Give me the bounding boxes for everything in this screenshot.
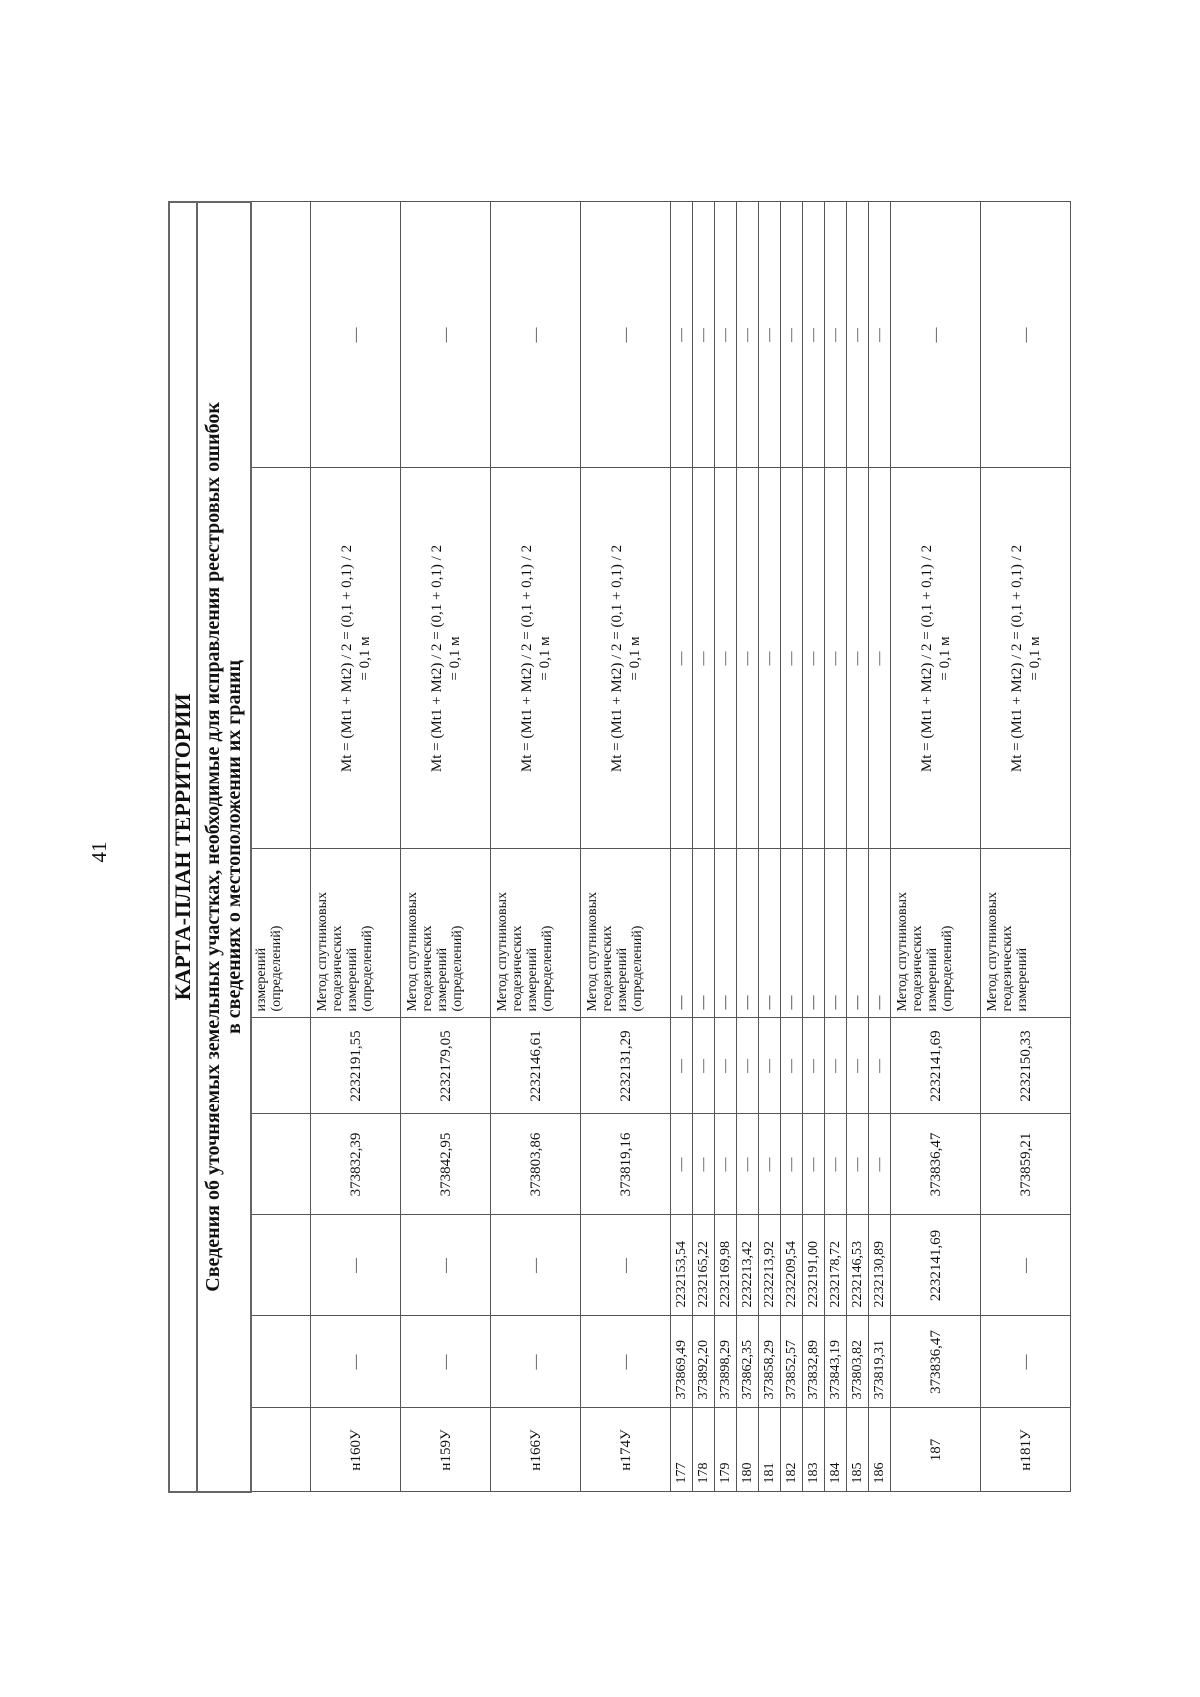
point-cell: н160У [311,1408,401,1492]
note-cell: — [671,202,693,468]
table-row [847,202,869,1492]
x-old-cell: — [491,1316,581,1408]
method-cell: измерений (определений) [251,849,311,1018]
y-new-cell: 2232179,05 [401,1018,491,1114]
rotated-page-content [168,203,1043,1493]
x-new-cell: — [715,1114,737,1215]
x-old-cell: 373803,82 [847,1316,869,1408]
note-cell: — [781,202,803,468]
x-old-cell: 373892,20 [693,1316,715,1408]
x-new-cell: 373803,86 [491,1114,581,1215]
table-row [251,202,311,1492]
formula-cell: — [671,468,693,849]
y-new-cell: 2232191,55 [311,1018,401,1114]
y-new-cell: 2232131,29 [581,1018,671,1114]
note-cell: — [581,202,671,468]
table-title: КАРТА-ПЛАН ТЕРРИТОРИИ [169,202,197,1492]
table-row [715,202,737,1492]
note-cell: — [869,202,891,468]
table-row [803,202,825,1492]
x-old-cell: 373843,19 [825,1316,847,1408]
formula-cell: Mt = (Mt1 + Mt2) / 2 = (0,1 + 0,1) / 2 = 0,1 м [581,468,671,849]
x-new-cell: — [781,1114,803,1215]
formula-cell: — [869,468,891,849]
y-new-cell: — [737,1018,759,1114]
method-cell: Метод спутниковых геодезических измерений (определений) [491,849,581,1018]
formula-cell: — [737,468,759,849]
note-cell: — [491,202,581,468]
y-old-cell: 2232146,53 [847,1215,869,1316]
method-cell: — [671,849,693,1018]
y-new-cell: — [693,1018,715,1114]
y-old-cell: 2232153,54 [671,1215,693,1316]
point-cell: 180 [737,1408,759,1492]
note-cell: — [737,202,759,468]
table-subtitle [197,202,251,1492]
table-row [581,202,671,1492]
x-new-cell: — [693,1114,715,1215]
formula-cell: — [759,468,781,849]
x-old-cell: — [311,1316,401,1408]
note-cell [251,202,311,468]
table-row [781,202,803,1492]
point-cell: 184 [825,1408,847,1492]
x-new-cell: — [737,1114,759,1215]
note-cell: — [981,202,1071,468]
x-old-cell: 373836,47 [891,1316,981,1408]
x-old-cell: 373819,31 [869,1316,891,1408]
x-old-cell: 373898,29 [715,1316,737,1408]
point-cell: 185 [847,1408,869,1492]
x-old-cell: 373832,89 [803,1316,825,1408]
formula-cell: — [825,468,847,849]
x-new-cell [251,1114,311,1215]
formula-cell: Mt = (Mt1 + Mt2) / 2 = (0,1 + 0,1) / 2 = 0,1 м [491,468,581,849]
note-cell: — [693,202,715,468]
method-cell: — [737,849,759,1018]
note-cell: — [847,202,869,468]
note-cell: — [311,202,401,468]
x-new-cell: — [671,1114,693,1215]
y-old-cell: 2232141,69 [891,1215,981,1316]
x-new-cell: — [803,1114,825,1215]
x-new-cell: 373859,21 [981,1114,1071,1215]
method-cell: — [781,849,803,1018]
x-old-cell: — [401,1316,491,1408]
point-cell: 187 [891,1408,981,1492]
point-cell [251,1408,311,1492]
point-cell: 179 [715,1408,737,1492]
y-new-cell [251,1018,311,1114]
point-cell: 177 [671,1408,693,1492]
table-row [491,202,581,1492]
table-row [825,202,847,1492]
x-old-cell: 373862,35 [737,1316,759,1408]
formula-cell: Mt = (Mt1 + Mt2) / 2 = (0,1 + 0,1) / 2 = 0,1 м [401,468,491,849]
point-cell: 183 [803,1408,825,1492]
method-cell: — [693,849,715,1018]
note-cell: — [715,202,737,468]
table-row [671,202,693,1492]
formula-cell: — [715,468,737,849]
y-new-cell: — [781,1018,803,1114]
point-cell: н174У [581,1408,671,1492]
y-old-cell: — [491,1215,581,1316]
method-cell: — [869,849,891,1018]
x-new-cell: — [759,1114,781,1215]
x-new-cell: 373819,16 [581,1114,671,1215]
y-new-cell: — [847,1018,869,1114]
note-cell: — [803,202,825,468]
point-cell: 186 [869,1408,891,1492]
y-old-cell: — [401,1215,491,1316]
method-cell: Метод спутниковых геодезических измерений (определений) [581,849,671,1018]
x-old-cell: 373858,29 [759,1316,781,1408]
table-row [693,202,715,1492]
formula-cell: Mt = (Mt1 + Mt2) / 2 = (0,1 + 0,1) / 2 = 0,1 м [311,468,401,849]
method-cell: — [759,849,781,1018]
y-old-cell: 2232191,00 [803,1215,825,1316]
y-new-cell: — [803,1018,825,1114]
formula-cell: — [803,468,825,849]
point-cell: 182 [781,1408,803,1492]
subtitle-row [197,202,251,1492]
subtitle-line-1: Сведения об уточняемых земельных участках, необходимые для исправления реестровых ошибок [202,402,224,1292]
x-new-cell: — [847,1114,869,1215]
method-cell: Метод спутниковых геодезических измерений (определений) [401,849,491,1018]
y-new-cell: 2232141,69 [891,1018,981,1114]
note-cell: — [825,202,847,468]
y-old-cell: 2232213,92 [759,1215,781,1316]
y-old-cell: — [981,1215,1071,1316]
y-new-cell: — [671,1018,693,1114]
formula-cell: Mt = (Mt1 + Mt2) / 2 = (0,1 + 0,1) / 2 = 0,1 м [981,468,1071,849]
x-new-cell: 373842,95 [401,1114,491,1215]
y-old-cell: 2232213,42 [737,1215,759,1316]
y-new-cell: 2232146,61 [491,1018,581,1114]
y-new-cell: — [715,1018,737,1114]
x-new-cell: — [869,1114,891,1215]
x-new-cell: 373836,47 [891,1114,981,1215]
method-cell: Метод спутниковых геодезических измерений [981,849,1071,1018]
method-cell: Метод спутниковых геодезических измерений (определений) [311,849,401,1018]
point-cell: 178 [693,1408,715,1492]
point-cell: н159У [401,1408,491,1492]
note-cell: — [891,202,981,468]
y-new-cell: — [825,1018,847,1114]
x-new-cell: — [825,1114,847,1215]
table-row [759,202,781,1492]
page-number: 41 [86,841,111,863]
y-old-cell: 2232130,89 [869,1215,891,1316]
table-row [869,202,891,1492]
table-row [311,202,401,1492]
point-cell: 181 [759,1408,781,1492]
y-old-cell: 2232165,22 [693,1215,715,1316]
method-cell: — [803,849,825,1018]
y-old-cell: — [581,1215,671,1316]
note-cell: — [401,202,491,468]
y-new-cell: — [869,1018,891,1114]
y-old-cell [251,1215,311,1316]
boundary-points-table [168,201,1071,1493]
method-cell: Метод спутниковых геодезических измерений (определений) [891,849,981,1018]
x-old-cell: — [981,1316,1071,1408]
title-row [169,202,197,1492]
x-old-cell: 373852,57 [781,1316,803,1408]
table-row [981,202,1071,1492]
y-old-cell: 2232178,72 [825,1215,847,1316]
formula-cell [251,468,311,849]
table-row [401,202,491,1492]
note-cell: — [759,202,781,468]
x-new-cell: 373832,39 [311,1114,401,1215]
formula-cell: — [693,468,715,849]
y-old-cell: 2232169,98 [715,1215,737,1316]
y-old-cell: — [311,1215,401,1316]
method-cell: — [715,849,737,1018]
subtitle-line-2: в сведениях о местоположении их границ [223,659,245,1035]
point-cell: н181У [981,1408,1071,1492]
method-cell: — [825,849,847,1018]
x-old-cell: 373869,49 [671,1316,693,1408]
y-old-cell: 2232209,54 [781,1215,803,1316]
y-new-cell: 2232150,33 [981,1018,1071,1114]
table-row [737,202,759,1492]
formula-cell: — [847,468,869,849]
table-row [891,202,981,1492]
formula-cell: Mt = (Mt1 + Mt2) / 2 = (0,1 + 0,1) / 2 = 0,1 м [891,468,981,849]
point-cell: н166У [491,1408,581,1492]
method-cell: — [847,849,869,1018]
formula-cell: — [781,468,803,849]
y-new-cell: — [759,1018,781,1114]
x-old-cell: — [581,1316,671,1408]
x-old-cell [251,1316,311,1408]
